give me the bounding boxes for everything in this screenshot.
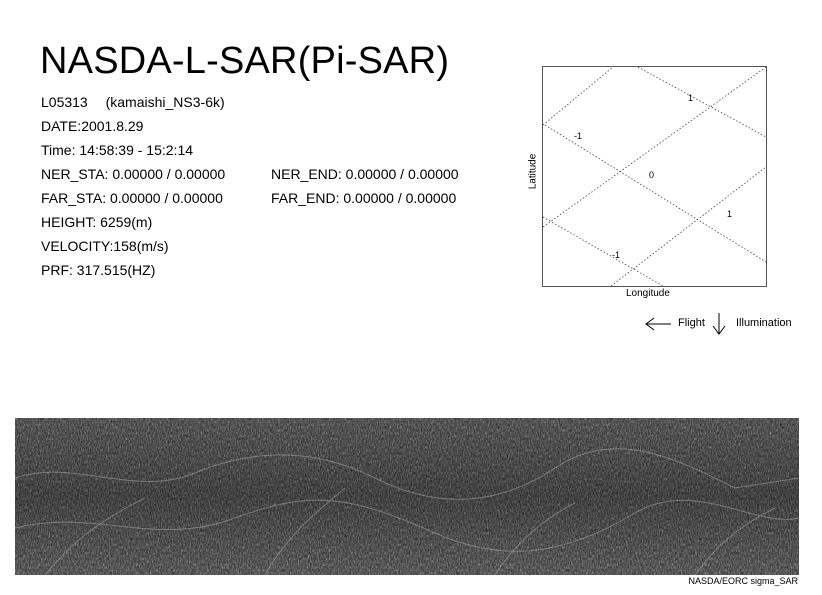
arrow-down-icon bbox=[711, 312, 727, 336]
scene-id: L05313 bbox=[41, 94, 88, 110]
longitude-axis-label: Longitude bbox=[626, 288, 670, 299]
location-grid bbox=[543, 67, 766, 286]
grid-line-a2 bbox=[543, 67, 766, 227]
location-grid-panel bbox=[542, 66, 767, 287]
grid-line-b3 bbox=[638, 67, 766, 137]
sar-image bbox=[15, 418, 799, 575]
arrow-left-icon bbox=[644, 317, 672, 331]
grid-line-b2 bbox=[545, 125, 766, 262]
far-end-line: FAR_END: 0.00000 / 0.00000 bbox=[271, 190, 457, 206]
grid-tick-label: -1 bbox=[612, 250, 621, 260]
grid-tick-label: 0 bbox=[649, 170, 655, 180]
page-title: NASDA-L-SAR(Pi-SAR) bbox=[40, 40, 450, 82]
prf-line: PRF: 317.515(HZ) bbox=[41, 262, 156, 278]
scene-name: (kamaishi_NS3-6k) bbox=[105, 94, 225, 110]
ner-sta-line: NER_STA: 0.00000 / 0.00000 bbox=[41, 166, 226, 182]
grid-line-a1 bbox=[543, 67, 613, 125]
latitude-axis-label: Latitude bbox=[527, 153, 539, 190]
illumination-label: Illumination bbox=[736, 317, 792, 329]
credit-text: NASDA/EORC sigma_SAR bbox=[688, 576, 798, 586]
height-line: HEIGHT: 6259(m) bbox=[41, 214, 153, 230]
grid-tick-label: -1 bbox=[574, 131, 583, 141]
sar-terrain-image bbox=[15, 418, 799, 575]
grid-line-b1 bbox=[543, 217, 663, 286]
far-sta-line: FAR_STA: 0.00000 / 0.00000 bbox=[41, 190, 223, 206]
grid-tick-label: 1 bbox=[688, 93, 694, 103]
grid-tick-label: 1 bbox=[727, 209, 733, 219]
scene-id-line bbox=[41, 94, 225, 110]
grid-line-a3 bbox=[611, 167, 766, 286]
flight-label: Flight bbox=[678, 317, 705, 329]
date-line: DATE:2001.8.29 bbox=[41, 118, 144, 134]
time-line: Time: 14:58:39 - 15:2:14 bbox=[41, 142, 194, 158]
velocity-line: VELOCITY:158(m/s) bbox=[41, 238, 169, 254]
ner-end-line: NER_END: 0.00000 / 0.00000 bbox=[271, 166, 459, 182]
